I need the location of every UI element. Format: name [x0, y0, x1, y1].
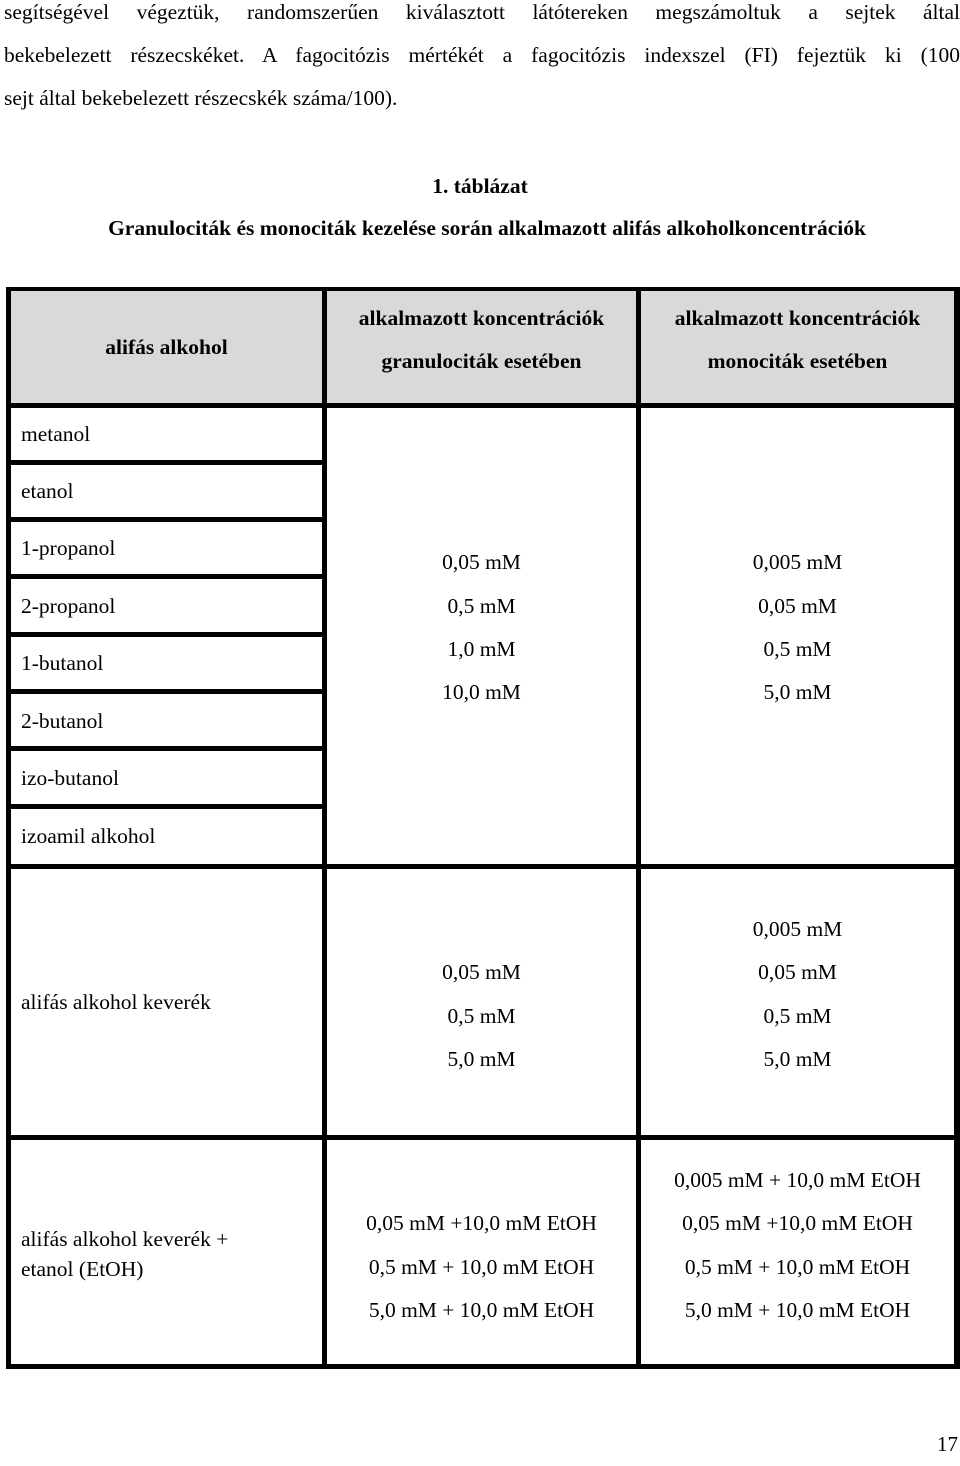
alcohol-name: izo-butanol: [21, 766, 119, 790]
mixture-etoh-granulocyte-concentration: 0,5 mM + 10,0 mM EtOH: [368, 1255, 595, 1279]
mixture-granulocyte-concentration: 5,0 mM: [447, 1047, 516, 1071]
alcohol-name: 2-butanol: [21, 709, 104, 733]
mixture-etoh-monocyte-concentration: 0,005 mM + 10,0 mM EtOH: [674, 1168, 921, 1192]
mixture-monocyte-concentration: 0,005 mM: [752, 917, 843, 941]
mixture-granulocyte-concentration: 0,05 mM: [442, 960, 521, 984]
header-monocyte-line2: monociták esetében: [707, 349, 888, 373]
paragraph-line: sejt által bekebelezett részecskék száma/100).: [4, 86, 398, 110]
mixture-monocyte-concentration: 0,05 mM: [758, 960, 837, 984]
alcohol-name: 1-propanol: [21, 536, 116, 560]
mixture-etoh-granulocyte-concentration: 0,05 mM +10,0 mM EtOH: [366, 1211, 597, 1235]
header-granulocyte-line2: granulociták esetében: [381, 349, 582, 373]
mixture-monocyte-concentration: 5,0 mM: [763, 1047, 832, 1071]
monocyte-concentration: 0,5 mM: [763, 637, 832, 661]
mixture-etoh-granulocyte-concentration: 5,0 mM + 10,0 mM EtOH: [368, 1298, 595, 1322]
granulocyte-concentration: 0,05 mM: [442, 550, 521, 574]
mixture-etoh-monocyte-concentration: 5,0 mM + 10,0 mM EtOH: [684, 1298, 911, 1322]
mixture-granulocyte-concentration: 0,5 mM: [447, 1004, 516, 1028]
page-number: 17: [937, 1432, 958, 1456]
mixture-monocyte-concentration: 0,5 mM: [763, 1004, 832, 1028]
body-paragraph: [4, 0, 960, 120]
granulocyte-concentration: 10,0 mM: [442, 680, 521, 704]
header-granulocyte-line1: alkalmazott koncentrációk: [358, 306, 605, 330]
monocyte-concentration: 5,0 mM: [763, 680, 832, 704]
mixture-label: alifás alkohol keverék: [21, 990, 211, 1014]
granulocyte-concentration: 0,5 mM: [447, 594, 516, 618]
mixture-etoh-monocyte-concentration: 0,5 mM + 10,0 mM EtOH: [684, 1255, 911, 1279]
table-caption: Granulociták és monociták kezelése során alkalmazott alifás alkoholkoncentrációk: [108, 216, 866, 240]
paragraph-line: segítségével végeztük, randomszerűen kiválasztott látótereken megszámoltuk a sejtek által: [4, 0, 960, 24]
monocyte-concentration: 0,005 mM: [752, 550, 843, 574]
mixture-etoh-label-line1: alifás alkohol keverék +: [21, 1227, 229, 1251]
alcohol-name: etanol: [21, 479, 74, 503]
monocyte-concentration: 0,05 mM: [758, 594, 837, 618]
mixture-etoh-label-line2: etanol (EtOH): [21, 1257, 144, 1281]
alcohol-name: metanol: [21, 422, 91, 446]
alcohol-name: 1-butanol: [21, 651, 104, 675]
mixture-etoh-monocyte-concentration: 0,05 mM +10,0 mM EtOH: [682, 1211, 913, 1235]
header-monocyte-line1: alkalmazott koncentrációk: [674, 306, 921, 330]
header-alcohol: alifás alkohol: [105, 335, 228, 359]
table-title: 1. táblázat: [432, 174, 528, 198]
alcohol-name: 2-propanol: [21, 594, 116, 618]
granulocyte-concentration: 1,0 mM: [447, 637, 516, 661]
paragraph-line: bekebelezett részecskéket. A fagocitózis mértékét a fagocitózis indexszel (FI) fejeztük ki (100: [4, 43, 960, 67]
alcohol-name: izoamil alkohol: [21, 824, 156, 848]
